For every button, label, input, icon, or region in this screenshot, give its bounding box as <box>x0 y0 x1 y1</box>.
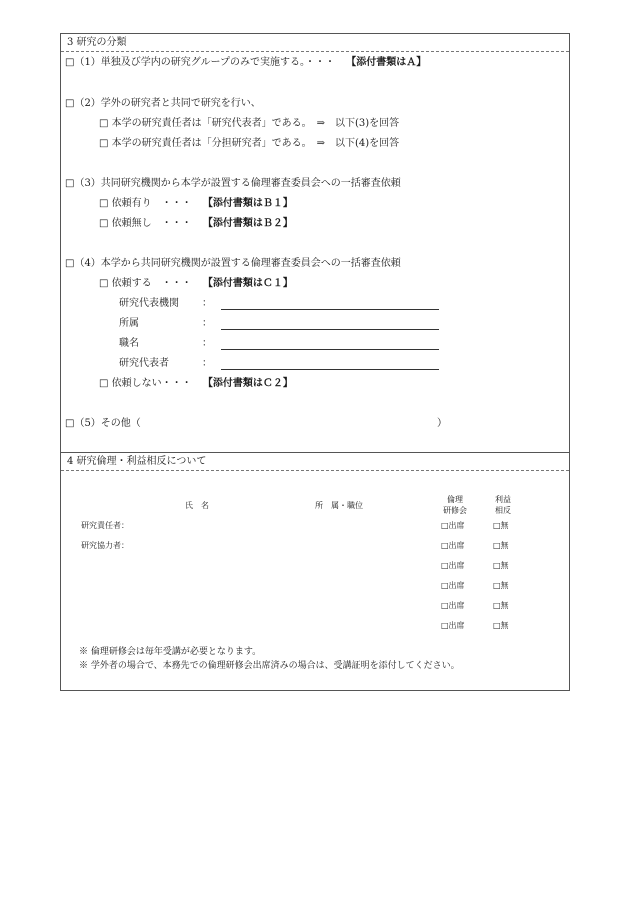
field-label-position: 職名 <box>119 338 139 349</box>
coi-none-checkbox[interactable]: □無 <box>493 601 509 610</box>
coi-none-checkbox[interactable]: □無 <box>493 581 509 590</box>
coi-none-checkbox[interactable]: □無 <box>493 521 509 530</box>
field-label-institution: 研究代表機関 <box>119 298 179 309</box>
field-colon: ： <box>202 298 212 309</box>
section3-heading: 3 研究の分類 <box>61 34 569 52</box>
option-4-sub2-label: □ 依頼しない・・・ <box>99 378 192 389</box>
option-1-attach: 【添付書類はＡ】 <box>346 57 427 68</box>
coi-none-checkbox[interactable]: □無 <box>493 561 509 570</box>
field-institution-input[interactable] <box>221 309 439 310</box>
note-1: ※ 倫理研修会は毎年受講が必要となります。 <box>79 647 262 657</box>
option-4-sub2[interactable] <box>99 377 293 391</box>
coi-none-checkbox[interactable]: □無 <box>493 541 509 550</box>
option-3-sub1-label: □ 依頼有り ・・・ <box>99 198 192 209</box>
option-4-sub1[interactable] <box>99 277 293 291</box>
option-3-sub2-attach: 【添付書類はＢ２】 <box>202 218 293 229</box>
option-4[interactable]: □（4）本学から共同研究機関が設置する倫理審査委員会への一括審査依頼 <box>65 258 401 269</box>
option-2[interactable]: □（2）学外の研究者と共同で研究を行い、 <box>65 98 261 109</box>
field-label-pi: 研究代表者 <box>119 358 169 369</box>
option-4-sub1-label: □ 依頼する ・・・ <box>99 278 192 289</box>
attend-checkbox[interactable]: □出席 <box>441 561 465 570</box>
option-2-sub1[interactable]: □ 本学の研究責任者は「研究代表者」である。 ⇒ 以下(3)を回答 <box>99 118 400 129</box>
col-name-header: 氏 名 <box>185 501 209 510</box>
col-ethics-header-2: 研修会 <box>443 506 467 515</box>
attend-checkbox[interactable]: □出席 <box>441 541 465 550</box>
option-5[interactable]: □（5）その他（ <box>65 418 141 429</box>
form-frame <box>60 33 570 691</box>
field-position-input[interactable] <box>221 349 439 350</box>
field-pi-input[interactable] <box>221 369 439 370</box>
attend-checkbox[interactable]: □出席 <box>441 621 465 630</box>
attend-checkbox[interactable]: □出席 <box>441 601 465 610</box>
attend-checkbox[interactable]: □出席 <box>441 581 465 590</box>
option-3-sub2-label: □ 依頼無し ・・・ <box>99 218 192 229</box>
note-2: ※ 学外者の場合で、本務先での倫理研修会出席済みの場合は、受講証明を添付してください。 <box>79 661 460 671</box>
field-colon: ： <box>202 338 212 349</box>
coi-none-checkbox[interactable]: □無 <box>493 621 509 630</box>
option-2-sub2[interactable]: □ 本学の研究責任者は「分担研究者」である。 ⇒ 以下(4)を回答 <box>99 138 400 149</box>
option-4-sub1-attach: 【添付書類はＣ１】 <box>202 278 293 289</box>
attend-checkbox[interactable]: □出席 <box>441 521 465 530</box>
option-4-sub2-attach: 【添付書類はＣ２】 <box>202 378 293 389</box>
field-colon: ： <box>202 358 212 369</box>
option-3-sub2[interactable] <box>99 217 293 231</box>
col-coi-header-2: 相反 <box>495 506 511 515</box>
field-colon: ： <box>202 318 212 329</box>
col-coi-header-1: 利益 <box>495 495 511 504</box>
option-1-label: □（1）単独及び学内の研究グループのみで実施する。・・・ <box>65 57 336 68</box>
option-1[interactable] <box>65 56 426 70</box>
option-3-sub1[interactable] <box>99 197 293 211</box>
col-ethics-header-1: 倫理 <box>447 495 463 504</box>
option-3-sub1-attach: 【添付書類はＢ１】 <box>202 198 293 209</box>
field-label-affiliation: 所属 <box>119 318 139 329</box>
row-co-label: 研究協力者： <box>81 541 129 550</box>
option-3[interactable]: □（3）共同研究機関から本学が設置する倫理審査委員会への一括審査依頼 <box>65 178 401 189</box>
field-affiliation-input[interactable] <box>221 329 439 330</box>
col-affil-header: 所 属・職位 <box>315 501 363 510</box>
section4-heading: 4 研究倫理・利益相反について <box>61 453 569 471</box>
option-5-close-paren: ） <box>437 418 447 429</box>
row-pi-label: 研究責任者： <box>81 521 129 530</box>
